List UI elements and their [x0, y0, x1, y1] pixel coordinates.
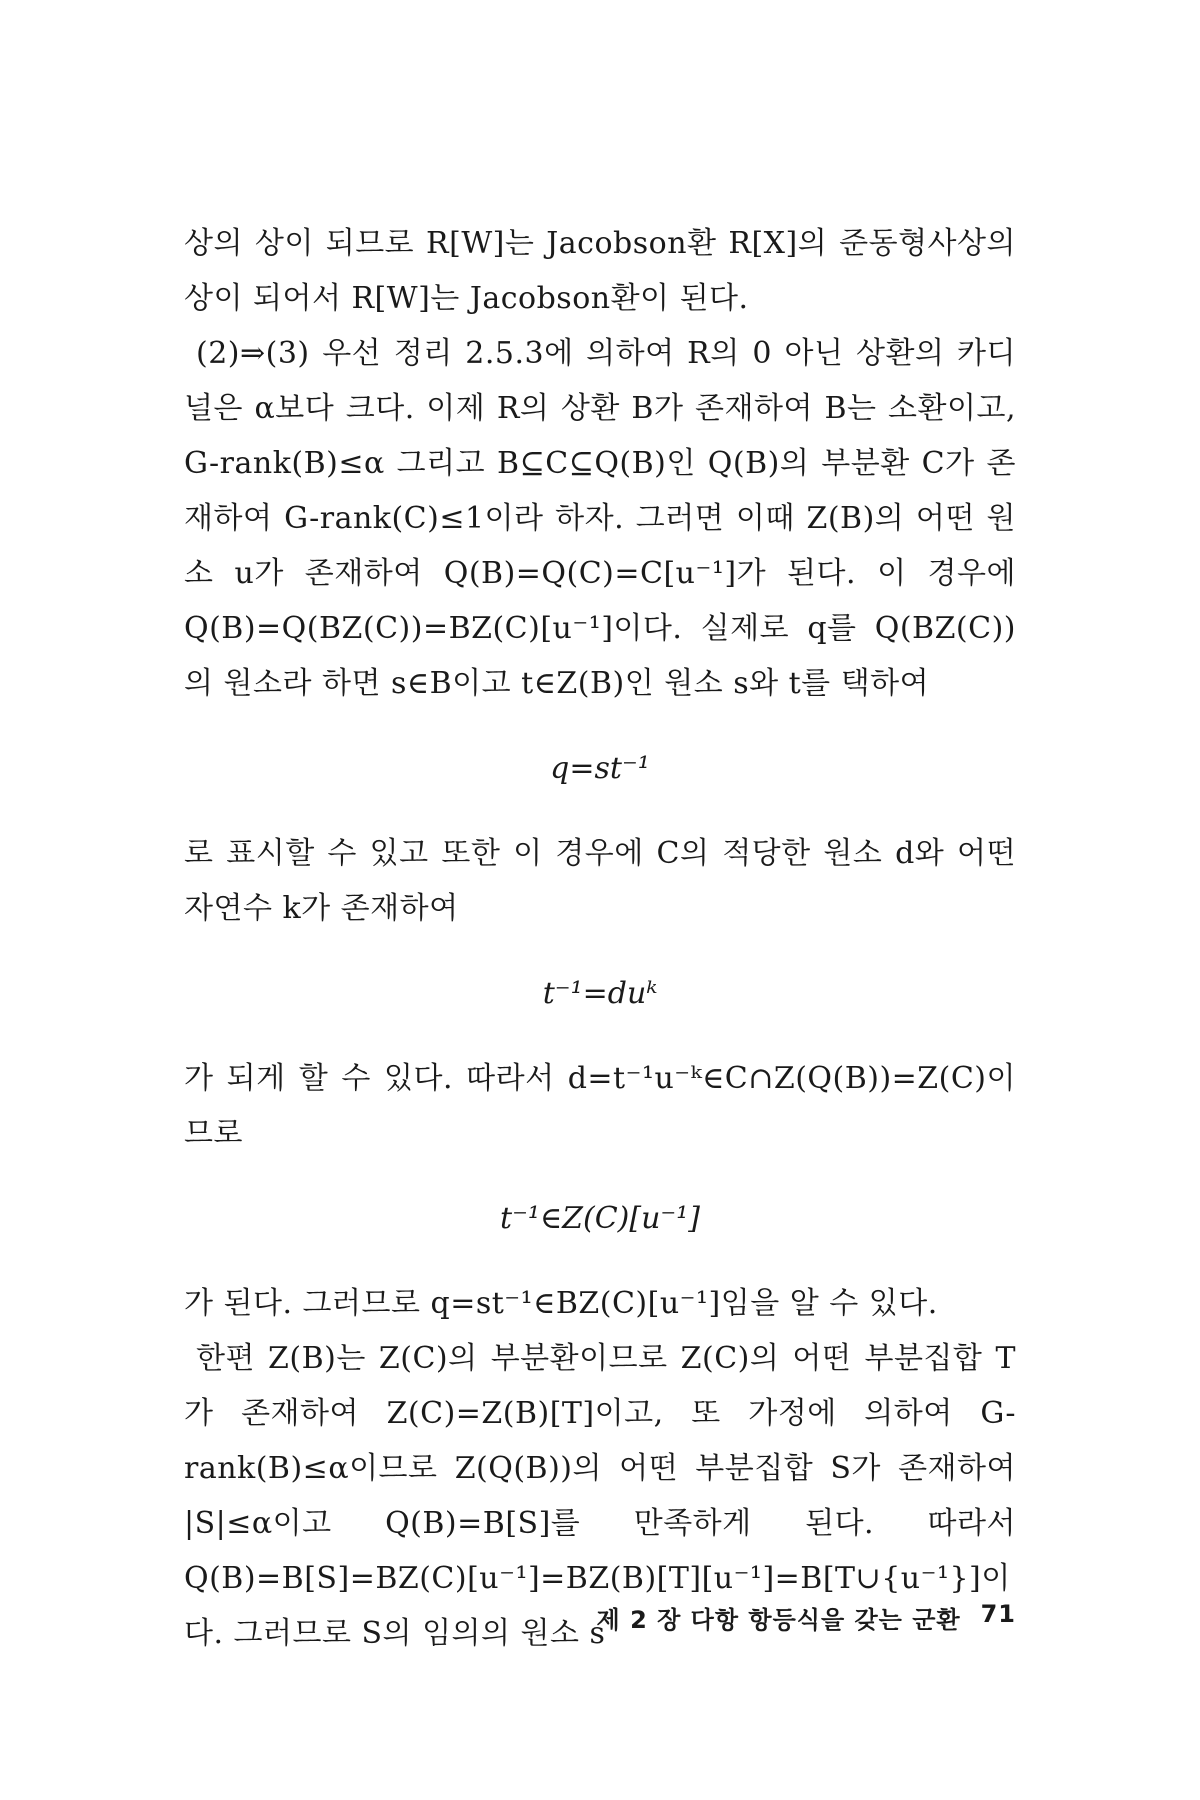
page-body	[184, 216, 1016, 1661]
page-footer	[560, 1600, 1016, 1635]
equation-1: q=st⁻¹	[550, 751, 650, 786]
paragraph-5: 가 된다. 그러므로 q=st⁻¹∈BZ(C)[u⁻¹]임을 알 수 있다.	[184, 1286, 938, 1321]
equation-3: t⁻¹∈Z(C)[u⁻¹]	[500, 1201, 700, 1236]
page-number: 71	[980, 1600, 1016, 1628]
paragraph-2: (2)⇒(3) 우선 정리 2.5.3에 의하여 R의 0 아닌 상환의 카디널은 α보다 크다. 이제 R의 상환 B가 존재하여 B는 소환이고, G-rank(B)≤α 그리고 B⊆C⊆Q(B)인 Q(B)의 부분환 C가 존재하여 G-rank(C)≤1이라 하자. 그러면 이때 Z(B)의 어떤 원소 u가 존재하여 Q(B)=Q(C)=C[u⁻¹]가 된다. 이 경우에 Q(B)=Q(BZ(C))=BZ(C)[u⁻¹]이다. 실제로 q를 Q(BZ(C))의 원소라 하면 s∈B이고 t∈Z(B)인 원소 s와 t를 택하여	[184, 336, 1016, 701]
paragraph-6: 한편 Z(B)는 Z(C)의 부분환이므로 Z(C)의 어떤 부분집합 T가 존재하여 Z(C)=Z(B)[T]이고, 또 가정에 의하여 G-rank(B)≤α이므로 Z(Q(B))의 어떤 부분집합 S가 존재하여 |S|≤α이고 Q(B)=B[S]를 만족하게 된다. 따라서 Q(B)=B[S]=BZ(C)[u⁻¹]=BZ(B)[T][u⁻¹]=B[T∪{u⁻¹}]이다. 그러므로 S의 임의의 원소 s	[184, 1341, 1016, 1651]
paragraph-1: 상의 상이 되므로 R[W]는 Jacobson환 R[X]의 준동형사상의 상이 되어서 R[W]는 Jacobson환이 된다.	[184, 226, 1016, 316]
equation-2: t⁻¹=duᵏ	[542, 976, 658, 1011]
paragraph-3: 로 표시할 수 있고 또한 이 경우에 C의 적당한 원소 d와 어떤 자연수 k가 존재하여	[184, 836, 1016, 926]
paragraph-4: 가 되게 할 수 있다. 따라서 d=t⁻¹u⁻ᵏ∈C∩Z(Q(B))=Z(C)이므로	[184, 1061, 1016, 1151]
chapter-title: 제 2 장 다항 항등식을 갖는 군환	[596, 1606, 961, 1634]
